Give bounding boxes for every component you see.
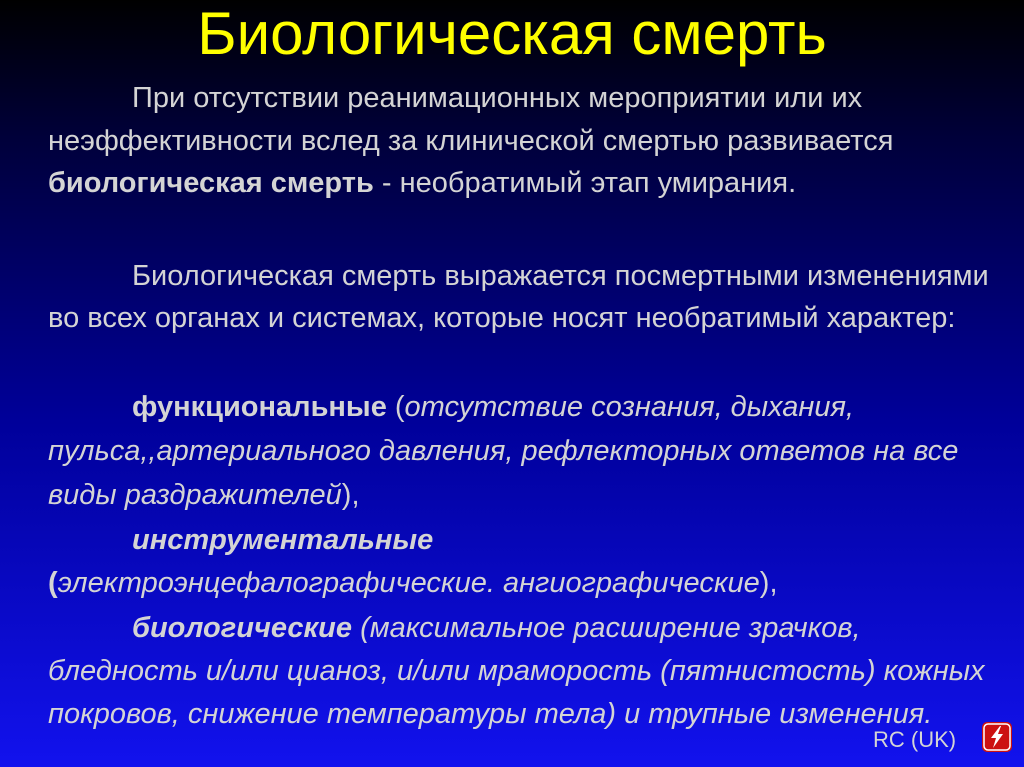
footer-label: RC (UK) bbox=[873, 727, 957, 752]
instrumental-close: ), bbox=[759, 567, 778, 599]
instrumental-details: электроэнцефалографические. ангиографические bbox=[57, 567, 760, 599]
biological-details: (максимальное расширение зрачков, бледность и/или цианоз, и/или мраморость (пятнистость) кожных покровов, снижение температуры тела) и трупные изменения. bbox=[48, 612, 985, 730]
red-cross-lightning-icon bbox=[982, 722, 1012, 752]
functional-details: отсутствие сознания, дыхания, пульса,,артериального давления, рефлекторных ответов на все виды раздражителей bbox=[48, 391, 959, 511]
instrumental-open-paren: ( bbox=[48, 567, 58, 599]
instrumental-label: инструментальные bbox=[132, 524, 434, 556]
paragraph-instrumental bbox=[48, 519, 1006, 605]
functional-open-paren: ( bbox=[386, 391, 405, 423]
biological-label: биологические bbox=[132, 612, 353, 644]
paragraph-definition-bold: биологическая смерть bbox=[48, 167, 374, 200]
paragraph-manifestation-text: Биологическая смерть выражается посмертными изменениями во всех органах и системах, которые носят необратимый характер: bbox=[48, 260, 989, 334]
paragraph-definition-text-end: - необратимый этап умирания. bbox=[373, 167, 797, 200]
paragraph-definition-text-start: При отсутствии реанимационных мероприятии или их неэффективности вслед за клинической смертью развивается bbox=[48, 82, 894, 157]
functional-label: функциональные bbox=[132, 391, 387, 423]
paragraph-functional bbox=[48, 385, 1006, 517]
functional-close: ), bbox=[341, 479, 360, 511]
paragraph-manifestation bbox=[48, 255, 1006, 339]
paragraph-biological bbox=[48, 607, 1006, 736]
paragraph-definition bbox=[48, 77, 1006, 205]
slide-title: Биологическая смерть bbox=[197, 0, 827, 67]
